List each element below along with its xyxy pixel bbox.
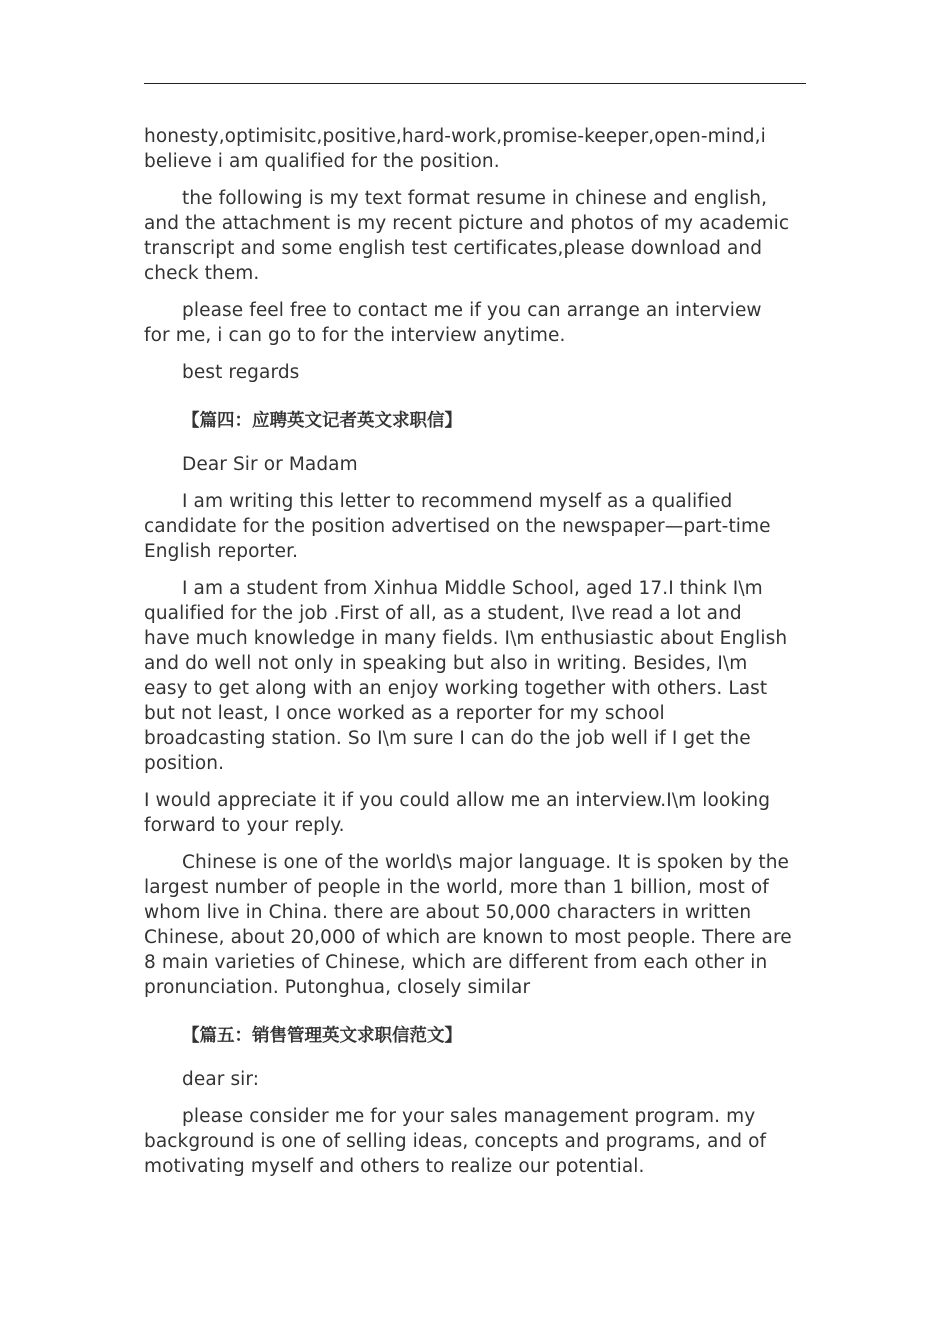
paragraph: the following is my text format resume in chinese and english, and the attachment is my recent picture and photos of my academic transcript and some english test certificates,please download and check them.: [144, 188, 790, 284]
section-heading-4: 【篇四：应聘英文记者英文求职信】: [182, 411, 462, 431]
paragraph: please feel free to contact me if you can arrange an interview for me, i can go to for the interview anytime.: [144, 300, 762, 346]
paragraph: honesty,optimisitc,positive,hard-work,promise-keeper,open-mind,i believe i am qualified for the position.: [144, 126, 766, 172]
salutation: dear sir:: [182, 1069, 260, 1090]
header-rule: [144, 83, 806, 84]
closing-line: best regards: [182, 362, 300, 383]
salutation: Dear Sir or Madam: [182, 454, 358, 475]
paragraph: please consider me for your sales management program. my background is one of selling ideas, concepts and programs, and of motivating myself and others to realize our potential.: [144, 1106, 767, 1177]
paragraph: I would appreciate it if you could allow me an interview.I\m looking forward to your reply.: [144, 790, 771, 836]
paragraph: Chinese is one of the world\s major language. It is spoken by the largest number of people in the world, more than 1 billion, most of whom live in China. there are about 50,000 characters in written Chinese, about 20,000 of which are known to most people. There are 8 main varieties of Chinese, which are different from each other in pronunciation. Putonghua, closely similar: [144, 852, 792, 998]
paragraph: I am writing this letter to recommend myself as a qualified candidate for the position advertised on the newspaper—part-time English reporter.: [144, 491, 771, 562]
section-heading-5: 【篇五：销售管理英文求职信范文】: [182, 1026, 462, 1046]
document-body: [144, 124, 792, 1191]
paragraph: I am a student from Xinhua Middle School, aged 17.I think I\m qualified for the job .First of all, as a student, I\ve read a lot and have much knowledge in many fields. I\m enthusiastic about English and do well not only in speaking but also in writing. Besides, I\m easy to get along with an enjoy working together with others. Last but not least, I once worked as a reporter for my school broadcasting station. So I\m sure I can do the job well if I get the position.: [144, 578, 788, 774]
